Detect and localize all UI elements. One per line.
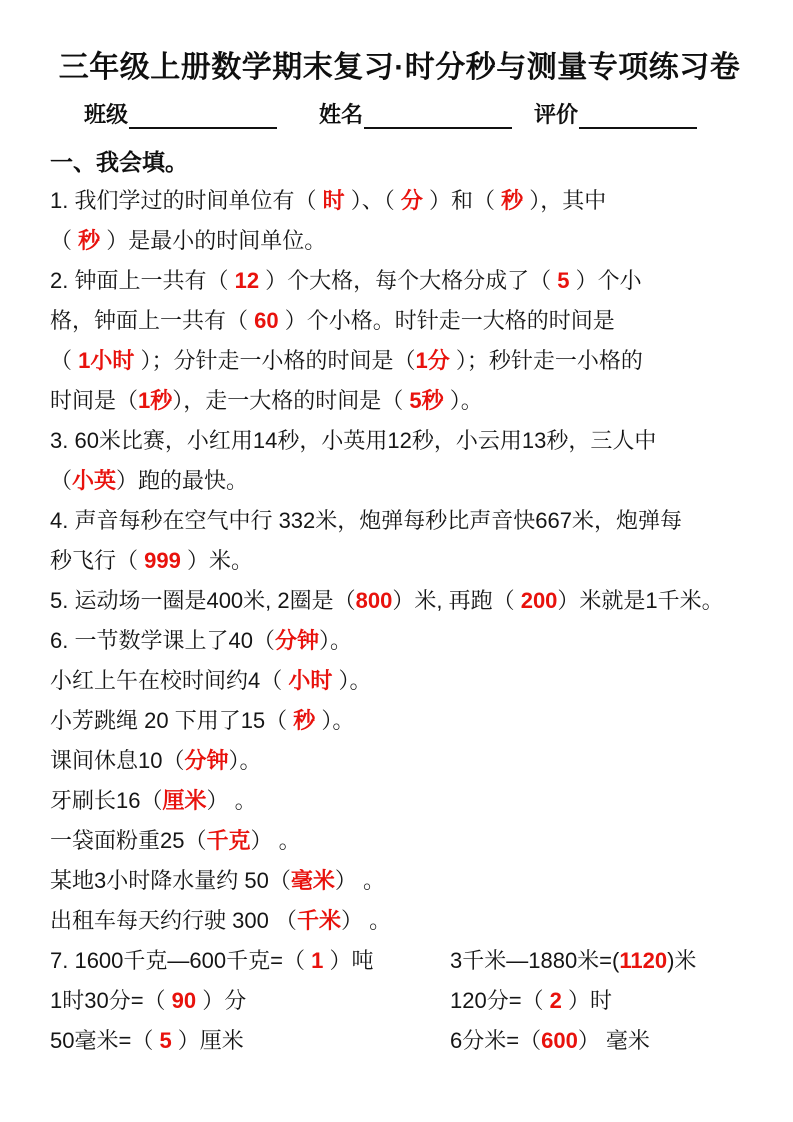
question-text: 120分=（: [450, 988, 550, 1013]
question-text: ）个大格，每个大格分成了（: [259, 268, 558, 293]
question-text: 6. 一节数学课上了40（: [50, 628, 275, 653]
class-field: [84, 98, 277, 129]
question-7-row-3: [50, 1021, 749, 1061]
question-7-item-2: [450, 941, 749, 981]
question-7-item-4: [450, 981, 749, 1021]
name-field: [319, 98, 512, 129]
answer-text: 999: [144, 548, 181, 573]
fill-in-questions: [50, 181, 749, 1061]
question-text: ）米, 再跑（: [392, 588, 521, 613]
question-2-line-3: [50, 341, 749, 381]
question-6-line-2: [50, 661, 749, 701]
question-text: 4. 声音每秒在空气中行 332米，炮弹每秒比声音快667米，炮弹每: [50, 508, 682, 533]
question-text: ）吨: [323, 948, 374, 973]
question-text: ） 毫米: [577, 1028, 650, 1053]
question-text: ）。: [443, 388, 483, 413]
question-text: 1. 我们学过的时间单位有（: [50, 188, 323, 213]
answer-text: 200: [520, 588, 558, 613]
question-text: 格，钟面上一共有（: [50, 308, 255, 333]
question-text: 一袋面粉重25（: [50, 828, 207, 853]
question-text: ） 。: [340, 908, 392, 933]
question-text: 5. 运动场一圈是400米, 2圈是（: [50, 588, 356, 613]
answer-text: 90: [171, 988, 197, 1013]
question-5-line-1: [50, 581, 749, 621]
question-text: （: [50, 468, 73, 493]
class-blank-line: [129, 104, 277, 129]
question-6-line-1: [50, 621, 749, 661]
question-text: 3. 60米比赛，小红用14秒，小英用12秒，小云用13秒，三人中: [50, 428, 657, 453]
question-text: 出租车每天约行驶 300 （: [50, 908, 297, 933]
answer-text: 5: [159, 1028, 172, 1053]
question-text: 7. 1600千克—600千克=（: [50, 948, 312, 973]
answer-text: 1: [311, 948, 324, 973]
answer-text: 800: [355, 588, 393, 613]
question-text: ）。: [228, 748, 262, 773]
answer-text: 时: [322, 188, 345, 213]
question-text: （: [50, 348, 79, 373]
grade-label: 评价: [534, 102, 579, 127]
class-label: 班级: [84, 102, 129, 127]
answer-text: 分钟: [184, 748, 229, 773]
question-text: ） 。: [334, 868, 385, 893]
question-7-item-1: [50, 941, 450, 981]
question-7-item-5: [50, 1021, 450, 1061]
question-2-line-1: [50, 261, 749, 301]
question-6-line-7: [50, 861, 749, 901]
question-text: 牙刷长16（: [50, 788, 163, 813]
question-6-line-3: [50, 701, 749, 741]
answer-text: 2: [549, 988, 562, 1013]
student-info-row: [84, 98, 749, 129]
question-7-row-1: [50, 941, 749, 981]
question-text: ）；秒针走一小格的: [449, 348, 643, 373]
question-text: ） 。: [206, 788, 257, 813]
answer-text: 1分: [415, 348, 450, 373]
answer-text: 千克: [206, 828, 251, 853]
question-text: 秒飞行（: [50, 548, 145, 573]
grade-blank-line: [579, 104, 697, 129]
question-text: ）。: [318, 628, 352, 653]
answer-text: 1秒: [138, 388, 173, 413]
question-text: ），走一大格的时间是（: [172, 388, 410, 413]
name-label: 姓名: [319, 102, 364, 127]
question-6-line-6: [50, 821, 749, 861]
question-text: ）和（: [422, 188, 502, 213]
question-7-item-6: [450, 1021, 749, 1061]
question-text: ） 。: [250, 828, 301, 853]
question-text: ），其中: [523, 188, 607, 213]
question-text: ）跑的最快。: [116, 468, 249, 493]
question-text: 1时30分=（: [50, 988, 172, 1013]
answer-text: 1120: [619, 948, 668, 973]
question-text: ）。: [315, 708, 355, 733]
question-text: )米: [667, 948, 697, 973]
question-6-line-8: [50, 901, 749, 941]
question-text: ）；分针走一小格的时间是（: [134, 348, 416, 373]
answer-text: 小英: [72, 468, 117, 493]
page-title: 三年级上册数学期末复习·时分秒与测量专项练习卷: [58, 51, 741, 84]
section-one-heading: 一、我会填。: [50, 149, 188, 175]
question-text: 小红上午在校时间约4（: [50, 668, 289, 693]
question-4-line-1: [50, 501, 749, 541]
question-3-line-1: [50, 421, 749, 461]
question-text: 3千米—1880米=(: [450, 948, 620, 973]
question-text: 6分米=（: [450, 1028, 542, 1053]
question-text: ）米。: [180, 548, 253, 573]
answer-text: 12: [234, 268, 260, 293]
question-text: ）、（: [344, 188, 401, 213]
answer-text: 秒: [293, 708, 316, 733]
question-7-item-3: [50, 981, 450, 1021]
question-text: ）厘米: [171, 1028, 244, 1053]
answer-text: 毫米: [290, 868, 335, 893]
question-2-line-4: [50, 381, 749, 421]
answer-text: 5秒: [409, 388, 444, 413]
question-3-line-2: [50, 461, 749, 501]
question-1-line-1: [50, 181, 749, 221]
question-6-line-4: [50, 741, 749, 781]
question-text: 小芳跳绳 20 下用了15（: [50, 708, 294, 733]
name-blank-line: [364, 104, 512, 129]
question-text: 某地3小时降水量约 50（: [50, 868, 291, 893]
answer-text: 千米: [296, 908, 341, 933]
question-text: ）个小格。时针走一大格的时间是: [278, 308, 615, 333]
question-text: ）时: [561, 988, 613, 1013]
answer-text: 60: [254, 308, 279, 333]
question-7-row-2: [50, 981, 749, 1021]
question-text: ）个小: [569, 268, 642, 293]
answer-text: 1小时: [78, 348, 135, 373]
question-text: 时间是（: [50, 388, 139, 413]
question-text: ）米就是1千米。: [557, 588, 724, 613]
answer-text: 秒: [501, 188, 524, 213]
question-text: ）分: [196, 988, 247, 1013]
question-text: 课间休息10（: [50, 748, 185, 773]
answer-text: 秒: [78, 228, 101, 253]
question-2-line-2: [50, 301, 749, 341]
question-1-line-2: [50, 221, 749, 261]
question-text: ）。: [332, 668, 372, 693]
question-text: 2. 钟面上一共有（: [50, 268, 235, 293]
question-text: （: [50, 228, 79, 253]
answer-text: 分钟: [274, 628, 319, 653]
answer-text: 厘米: [162, 788, 207, 813]
answer-text: 600: [541, 1028, 578, 1053]
answer-text: 5: [557, 268, 570, 293]
answer-text: 分: [400, 188, 423, 213]
question-text: ）是最小的时间单位。: [100, 228, 327, 253]
answer-text: 小时: [288, 668, 333, 693]
question-4-line-2: [50, 541, 749, 581]
question-text: 50毫米=（: [50, 1028, 160, 1053]
grade-field: [534, 98, 697, 129]
question-6-line-5: [50, 781, 749, 821]
